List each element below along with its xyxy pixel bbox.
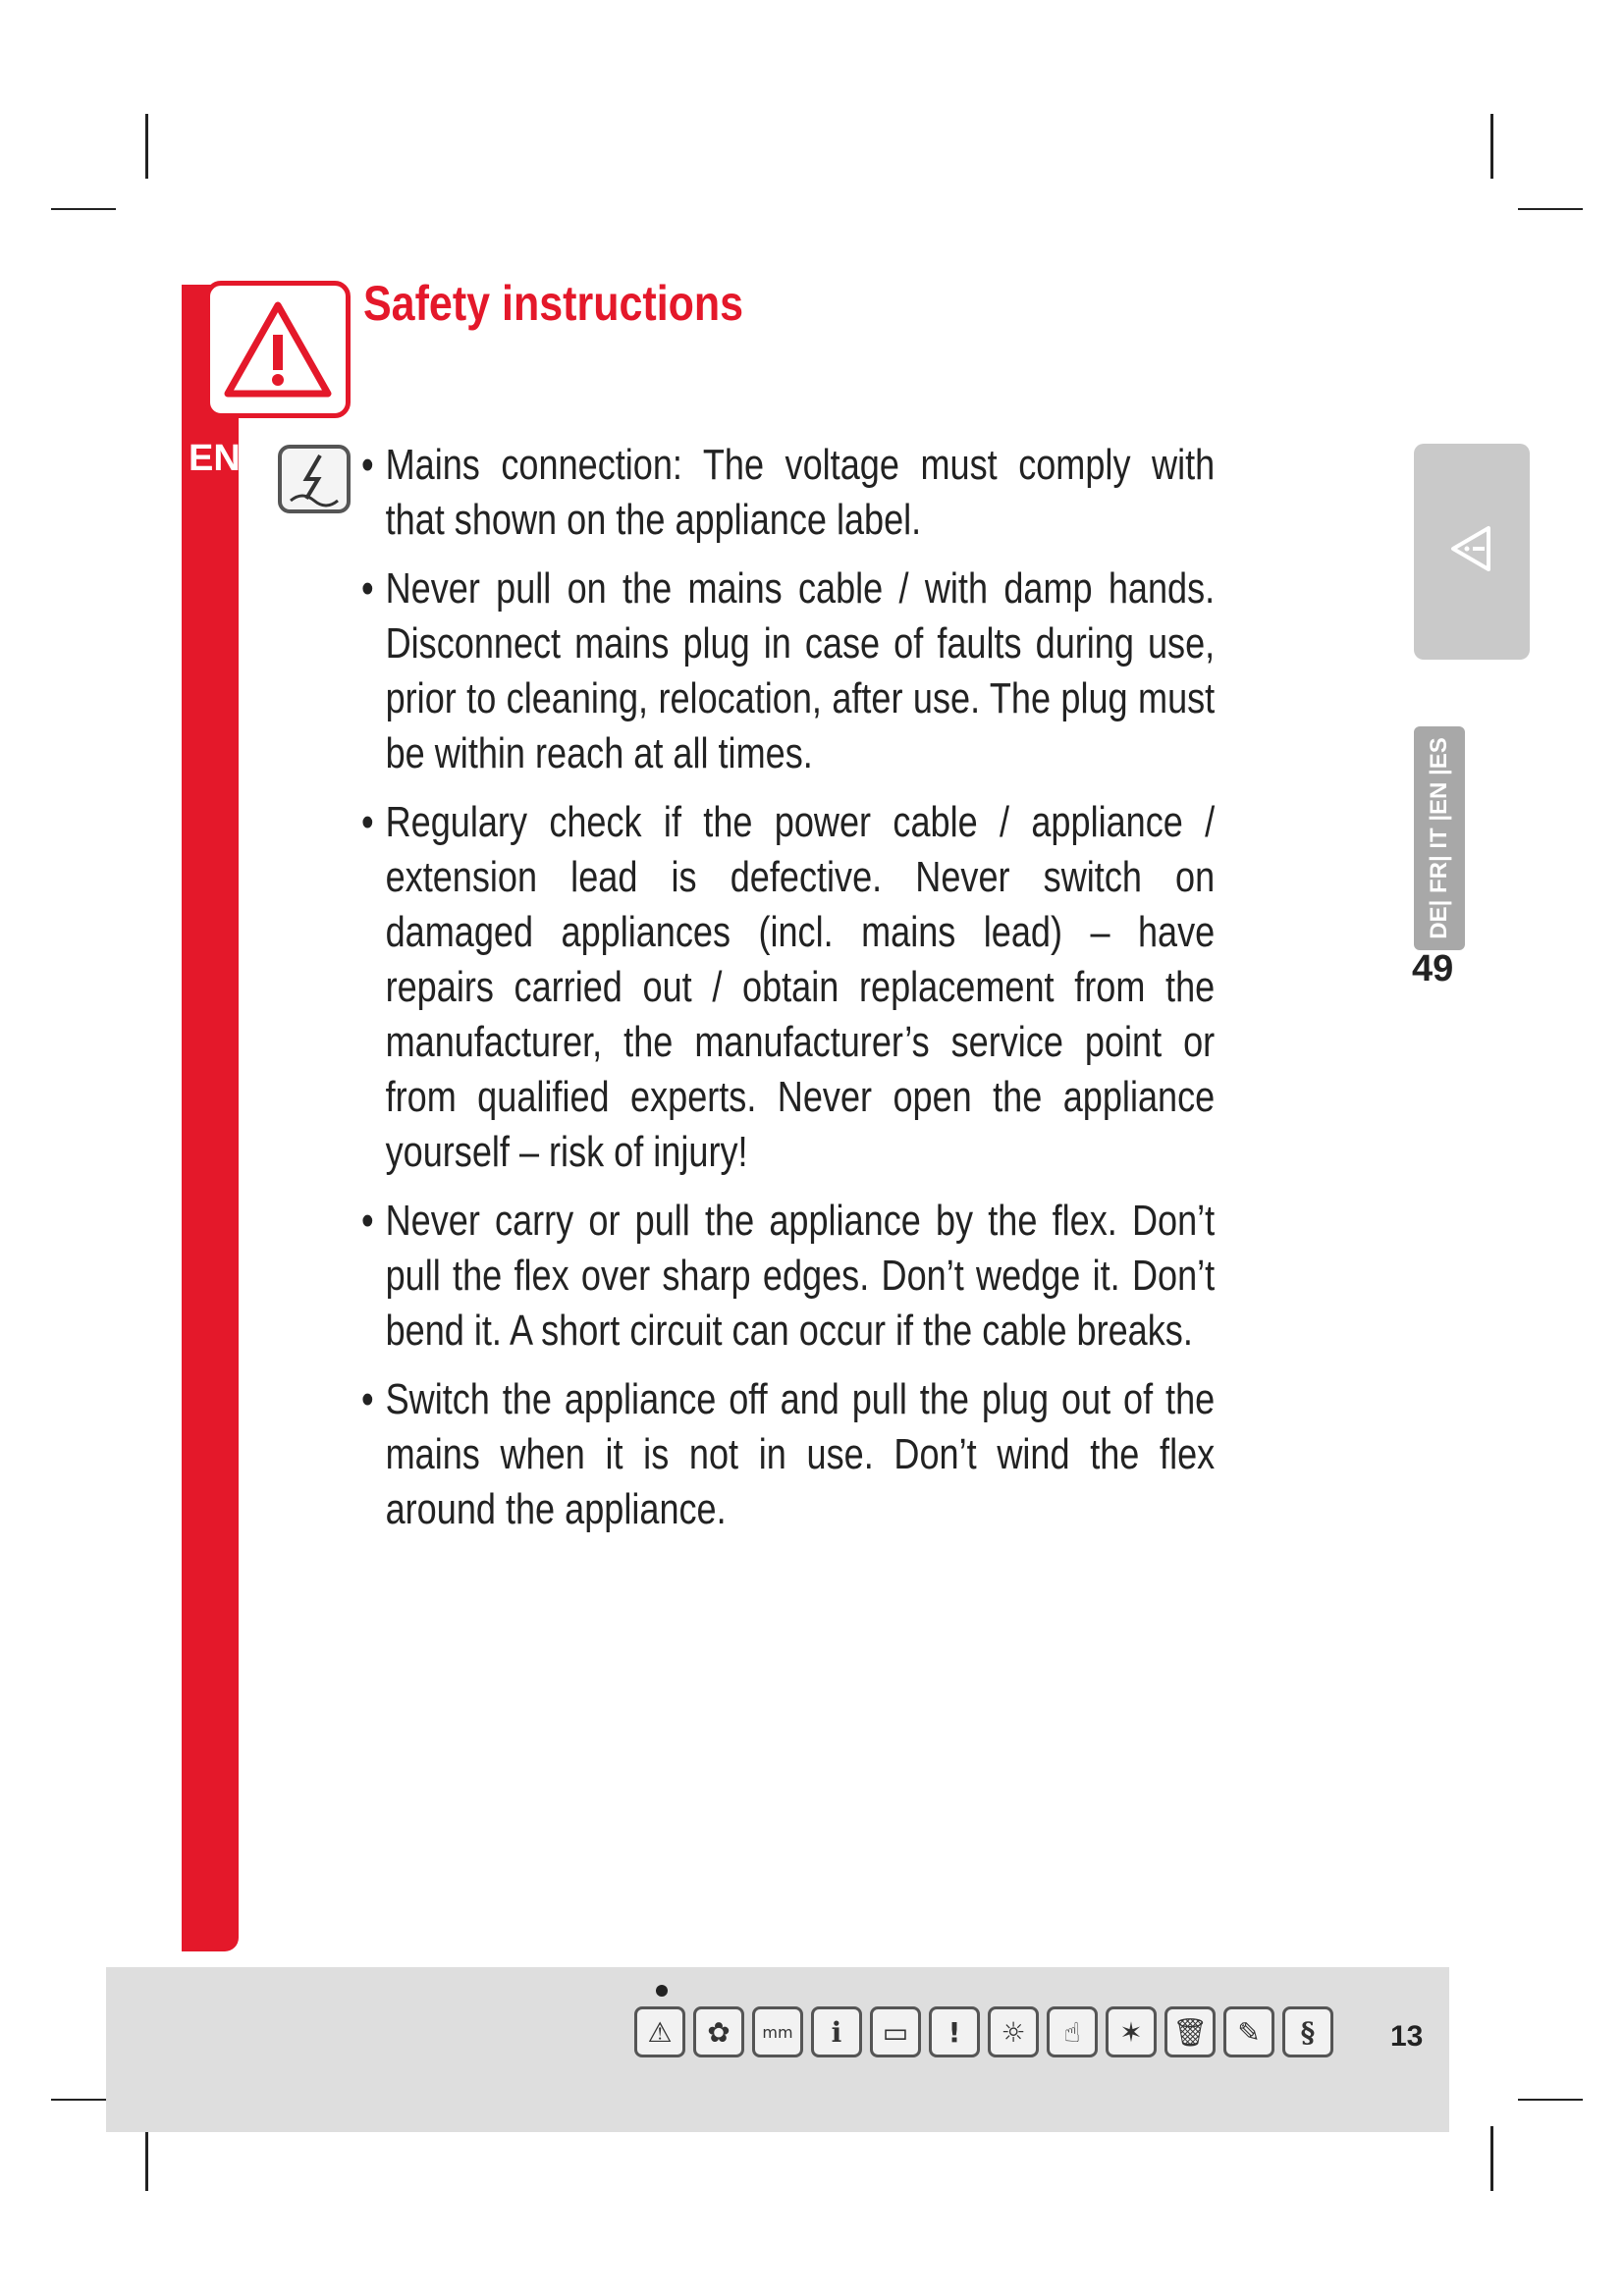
battery-icon[interactable]: ▭ — [870, 2006, 921, 2057]
warning-outline-icon — [1449, 524, 1494, 573]
electrical-hazard-icon — [277, 444, 352, 514]
warning-icon[interactable]: ⚠ — [634, 2006, 685, 2057]
crop-mark — [1518, 2099, 1583, 2101]
safety-item: • Switch the appliance off and pull the plug out of the mains when it is not in use. Don’t wind the flex around the appliance. — [361, 1372, 1215, 1537]
warning-badge — [205, 281, 351, 418]
info-icon[interactable]: i — [811, 2006, 862, 2057]
side-page-number: 49 — [1412, 948, 1454, 989]
pen-icon[interactable]: ✎ — [1223, 2006, 1274, 2057]
ruler-mm-icon[interactable]: mm — [752, 2006, 803, 2057]
safety-item: • Never pull on the mains cable / with damp hands. Disconnect mains plug in case of faults during use, prior to cleaning, relocation, after use. The plug must be within reach at all times. — [361, 561, 1215, 781]
language-tab[interactable] — [1414, 726, 1465, 950]
page-title: Safety instructions — [363, 276, 744, 331]
safety-item: • Never carry or pull the appliance by the flex. Don’t pull the flex over sharp edges. Don’t wedge it. Don’t bend it. A short circuit can occur if the cable breaks. — [361, 1194, 1215, 1359]
trash-bin-icon[interactable]: 🗑 — [1164, 2006, 1216, 2057]
crop-mark — [145, 114, 148, 179]
safety-instruction-list — [361, 438, 1454, 1551]
section-color-bar — [182, 285, 239, 1951]
crop-mark — [145, 2126, 148, 2191]
lightbulb-icon[interactable]: ☼ — [988, 2006, 1039, 2057]
safety-item: • Regulary check if the power cable / appliance / extension lead is defective. Never switch on damaged appliances (incl. mains lead) – have repairs carried out / obtain replacement from the manufacturer, the manufacturer’s service point or from qualified experts. Never open the appliance yourself – risk of injury! — [361, 795, 1215, 1180]
sparkle-icon[interactable]: ✶ — [1106, 2006, 1157, 2057]
language-label: EN — [189, 438, 241, 479]
safety-item: • Mains connection: The voltage must comply with that shown on the appliance label. — [361, 438, 1215, 548]
hand-icon[interactable]: ☝ — [1047, 2006, 1098, 2057]
paragraph-icon[interactable]: § — [1282, 2006, 1333, 2057]
warning-triangle-icon — [222, 297, 334, 401]
chapter-icon-row — [634, 2006, 1333, 2057]
crop-mark — [1490, 2126, 1493, 2191]
crop-mark — [51, 208, 116, 210]
exclamation-icon[interactable]: ! — [929, 2006, 980, 2057]
flower-icon[interactable]: ✿ — [693, 2006, 744, 2057]
crop-mark — [1490, 114, 1493, 179]
current-section-dot — [656, 1985, 668, 1997]
page-number: 13 — [1390, 2020, 1424, 2053]
chapter-tab[interactable] — [1414, 444, 1530, 660]
language-tab-label: DE| FR| IT |EN |ES — [1426, 737, 1452, 939]
crop-mark — [1518, 208, 1583, 210]
